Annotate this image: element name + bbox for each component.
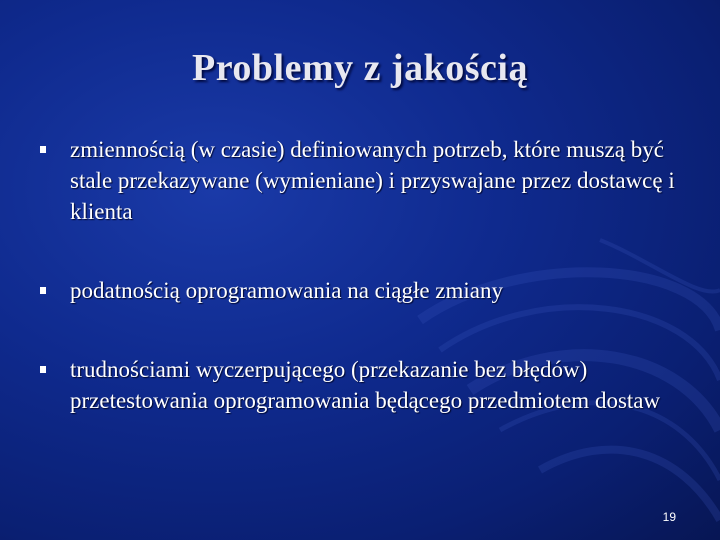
bullet-item bbox=[40, 354, 680, 416]
bullet-text: podatnością oprogramowania na ciągłe zmiany bbox=[70, 278, 504, 303]
square-bullet-icon bbox=[40, 146, 46, 153]
bullet-text: zmiennością (w czasie) definiowanych potrzeb, które muszą być stale przekazywane (wymieniane) i przyswajane przez dostawcę i klienta bbox=[70, 137, 675, 224]
slide-title: Problemy z jakością bbox=[192, 47, 528, 89]
bullet-item bbox=[40, 275, 680, 306]
page-number: 19 bbox=[662, 510, 676, 524]
bullet-list bbox=[40, 134, 680, 416]
bullet-item bbox=[40, 134, 680, 227]
bullet-text: trudnościami wyczerpującego (przekazanie bez błędów) przetestowania oprogramowania będącego przedmiotem dostaw bbox=[70, 357, 661, 413]
square-bullet-icon bbox=[40, 287, 46, 294]
square-bullet-icon bbox=[40, 366, 46, 373]
